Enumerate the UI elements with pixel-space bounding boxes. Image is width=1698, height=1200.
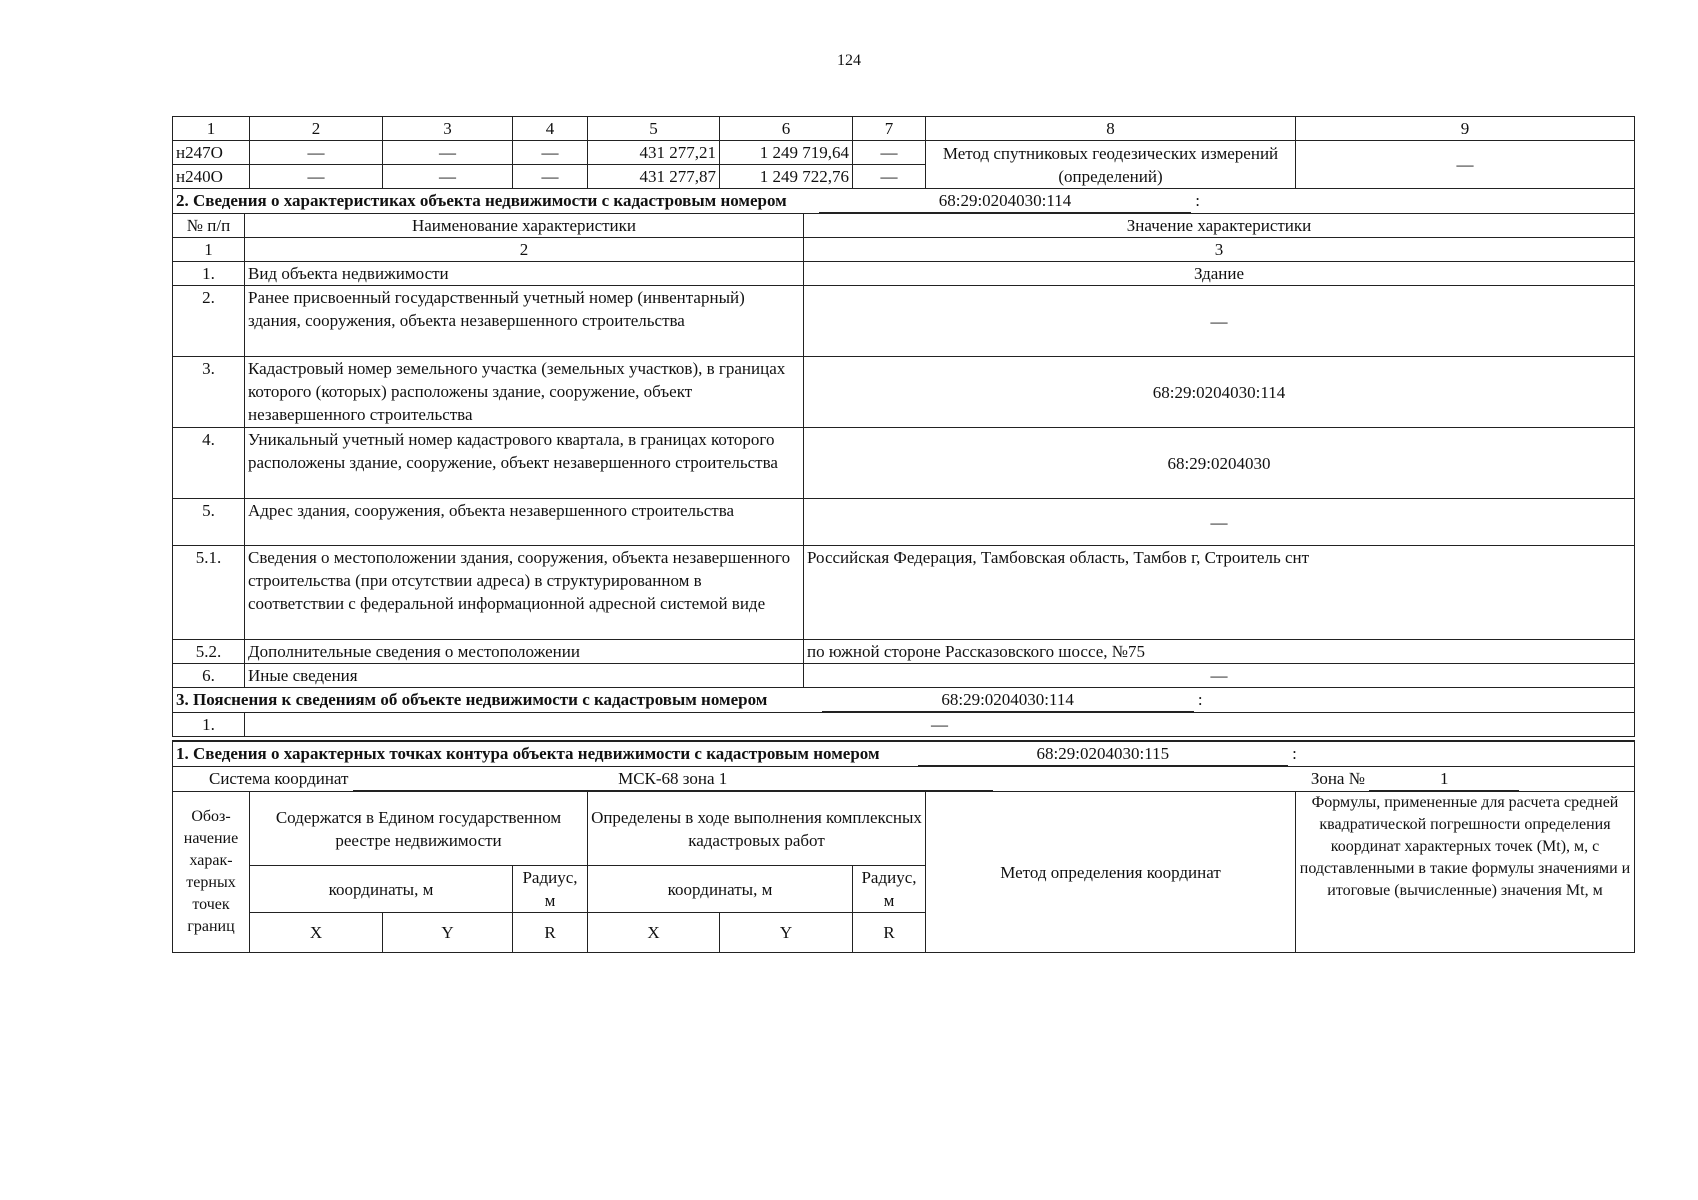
document-body (172, 116, 1634, 953)
table-row: н247О — — — 431 277,21 1 249 719,64 — Метод спутниковых геодезических измерений (определений) — (173, 141, 1635, 165)
table-row: 5.1. Сведения о местоположении здания, сооружения, объекта незавершенного строительства (при отсутствии адреса) в структурированном в соответствии с федеральной информационной адресной системой виде Российская Федерация, Тамбовская область, Тамбов г, Строитель снт (173, 546, 1635, 640)
section-title-row: 3. Пояснения к сведениям об объекте недвижимости с кадастровым номером 68:29:0204030:114 : (173, 688, 1635, 713)
section2-title: 2. Сведения о характеристиках объекта недвижимости с кадастровым номером (176, 191, 787, 210)
cadastral-number: 68:29:0204030:114 (822, 688, 1194, 712)
header-row: X Y R X Y R (173, 913, 1635, 953)
complex-header: Определены в ходе выполнения комплексных кадастровых работ (588, 792, 926, 866)
coordinates-table-top (172, 116, 1635, 189)
contour-points-table (172, 740, 1635, 953)
page-number: 124 (837, 52, 861, 69)
coord-x: 431 277,21 (588, 141, 720, 165)
formulas-header: Формулы, примененные для расчета средней квадратической погрешности определения координат характерных точек (Mt), м, с подставленными в такие формулы значениями и итоговые (вычисленные) значения Mt, м (1296, 792, 1635, 953)
zone-value: 1 (1369, 767, 1519, 791)
table-row: 5. Адрес здания, сооружения, объекта незавершенного строительства — (173, 499, 1635, 546)
table-row: н240О — — — 431 277,87 1 249 722,76 — (173, 165, 1635, 189)
egrn-header: Содержатся в Едином государственном реестре недвижимости (250, 792, 588, 866)
explanations-table (172, 688, 1635, 737)
header-row (173, 792, 1635, 866)
zone-label: Зона № (1310, 769, 1365, 788)
method-header: Метод определения координат (926, 792, 1296, 953)
cadastral-number: 68:29:0204030:114 (819, 189, 1191, 213)
table-row: 4. Уникальный учетный номер кадастрового квартала, в границах которого расположены здание, сооружение, объект незавершенного строительства 68:29:0204030 (173, 428, 1635, 499)
coord-system-row (173, 767, 1635, 792)
table-row: 2. Ранее присвоенный государственный учетный номер (инвентарный) здания, сооружения, объекта незавершенного строительства — (173, 286, 1635, 357)
index-row: 1 2 3 (173, 238, 1635, 262)
header-row: координаты, м Радиус, м координаты, м Радиус, м (173, 866, 1635, 913)
coord-system-value: МСК-68 зона 1 (353, 767, 993, 791)
section3-title: 3. Пояснения к сведениям об объекте недвижимости с кадастровым номером (176, 690, 768, 709)
header-row: № п/п Наименование характеристики Значение характеристики (173, 214, 1635, 238)
section1-title: 1. Сведения о характерных точках контура объекта недвижимости с кадастровым номером (176, 744, 880, 763)
characteristics-table (172, 189, 1635, 688)
designation-header: Обоз-начение харак-терных точек границ (173, 792, 250, 953)
header-row: 1 2 3 4 5 6 7 8 9 (173, 117, 1635, 141)
section-title-row: 2. Сведения о характеристиках объекта недвижимости с кадастровым номером 68:29:0204030:114 : (173, 189, 1635, 214)
coord-system-label: Система координат (209, 769, 349, 788)
table-row: 1. — (173, 713, 1635, 737)
point-id: н240О (173, 165, 250, 189)
section-title-row: 1. Сведения о характерных точках контура объекта недвижимости с кадастровым номером 68:29:0204030:115 : (173, 741, 1635, 767)
coord-x: 431 277,87 (588, 165, 720, 189)
table-row: 1. Вид объекта недвижимости Здание (173, 262, 1635, 286)
table-row: 5.2. Дополнительные сведения о местоположении по южной стороне Рассказовского шоссе, №75 (173, 640, 1635, 664)
coord-y: 1 249 722,76 (720, 165, 853, 189)
point-id: н247О (173, 141, 250, 165)
table-row: 3. Кадастровый номер земельного участка (земельных участков), в границах которого (которых) расположены здание, сооружение, объект незавершенного строительства 68:29:0204030:114 (173, 357, 1635, 428)
coord-y: 1 249 719,64 (720, 141, 853, 165)
table-row: 6. Иные сведения — (173, 664, 1635, 688)
method-cell: Метод спутниковых геодезических измерений (определений) (926, 141, 1296, 189)
cadastral-number: 68:29:0204030:115 (918, 742, 1288, 766)
